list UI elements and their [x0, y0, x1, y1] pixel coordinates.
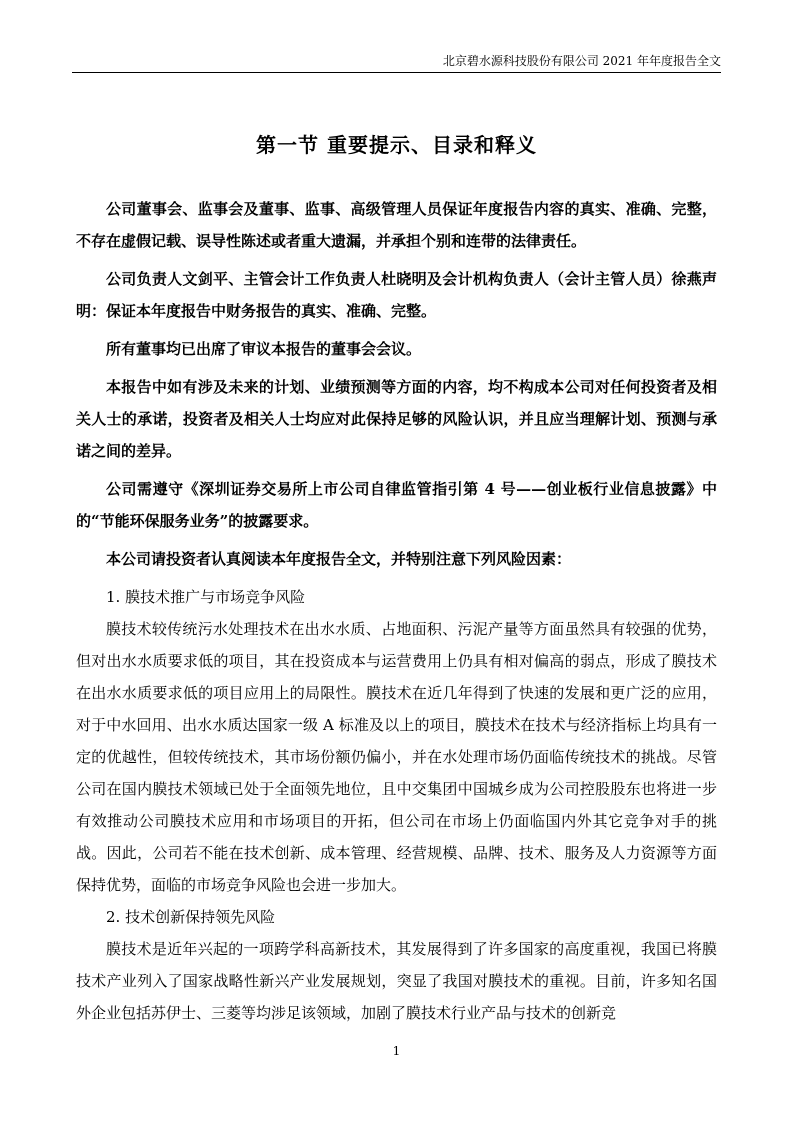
notice-paragraph: 本报告中如有涉及未来的计划、业绩预测等方面的内容，均不构成本公司对任何投资者及相关人士的承诺，投资者及相关人士均应对此保持足够的风险认识，并且应当理解计划、预测与承诺之间的差异。 — [76, 378, 717, 460]
risk-paragraph: 膜技术是近年兴起的一项跨学科高新技术，其发展得到了许多国家的高度重视，我国已将膜技术产业列入了国家战略性新兴产业发展规划，突显了我国对膜技术的重视。目前，许多知名国外企业包括苏伊士、三菱等均涉足该领域，加剧了膜技术行业产品与技术的创新竞 — [76, 940, 717, 1022]
notice-paragraph: 公司需遵守《深圳证券交易所上市公司自律监管指引第 4 号——创业板行业信息披露》中的“节能环保服务业务”的披露要求。 — [76, 480, 717, 530]
notice-block — [76, 543, 717, 575]
notice-paragraph: 公司负责人文剑平、主管会计工作负责人杜晓明及会计机构负责人（会计主管人员）徐燕声明：保证本年度报告中财务报告的真实、准确、完整。 — [76, 270, 717, 320]
notice-paragraph: 公司董事会、监事会及董事、监事、高级管理人员保证年度报告内容的真实、准确、完整，不存在虚假记载、误导性陈述或者重大遗漏，并承担个别和连带的法律责任。 — [76, 200, 717, 250]
notice-block — [76, 473, 717, 537]
risk-heading: 2. 技术创新保持领先风险 — [106, 908, 276, 926]
running-header: 北京碧水源科技股份有限公司 2021 年年度报告全文 — [442, 54, 721, 68]
page-number: 1 — [392, 1044, 401, 1058]
notice-block — [76, 371, 717, 467]
notice-block — [76, 193, 717, 257]
page-content — [76, 127, 717, 1029]
section-title: 第一节 重要提示、目录和释义 — [256, 133, 537, 157]
header-rule — [72, 72, 721, 73]
risk-paragraph: 膜技术较传统污水处理技术在出水水质、占地面积、污泥产量等方面虽然具有较强的优势，但对出水水质要求低的项目，其在投资成本与运营费用上仍具有相对偏高的弱点，形成了膜技术在出水水质要求低的项目应用上的局限性。膜技术在近几年得到了快速的发展和更广泛的应用，对于中水回用、出水水质达国家一级 A 标准及以上的项目，膜技术在技术与经济指标上均具有一定的优越性，但较传统技术，其市场份额仍偏小，并在水处理市场仍面临传统技术的挑战。尽管公司在国内膜技术领域已处于全面领先地位，且中交集团中国城乡成为公司控股股东也将进一步有效推动公司膜技术应用和市场项目的开拓，但公司在市场上仍面临国内外其它竞争对手的挑战。因此，公司若不能在技术创新、成本管理、经营规模、品牌、技术、服务及人力资源等方面保持优势，面临的市场竞争风险也会进一步加大。 — [76, 620, 717, 894]
notice-paragraph: 本公司请投资者认真阅读本年度报告全文，并特别注意下列风险因素： — [106, 550, 572, 568]
notice-block — [76, 333, 717, 365]
notice-paragraph: 所有董事均已出席了审议本报告的董事会会议。 — [106, 340, 422, 358]
notice-block — [76, 263, 717, 327]
risk-heading: 1. 膜技术推广与市场竞争风险 — [106, 588, 306, 606]
